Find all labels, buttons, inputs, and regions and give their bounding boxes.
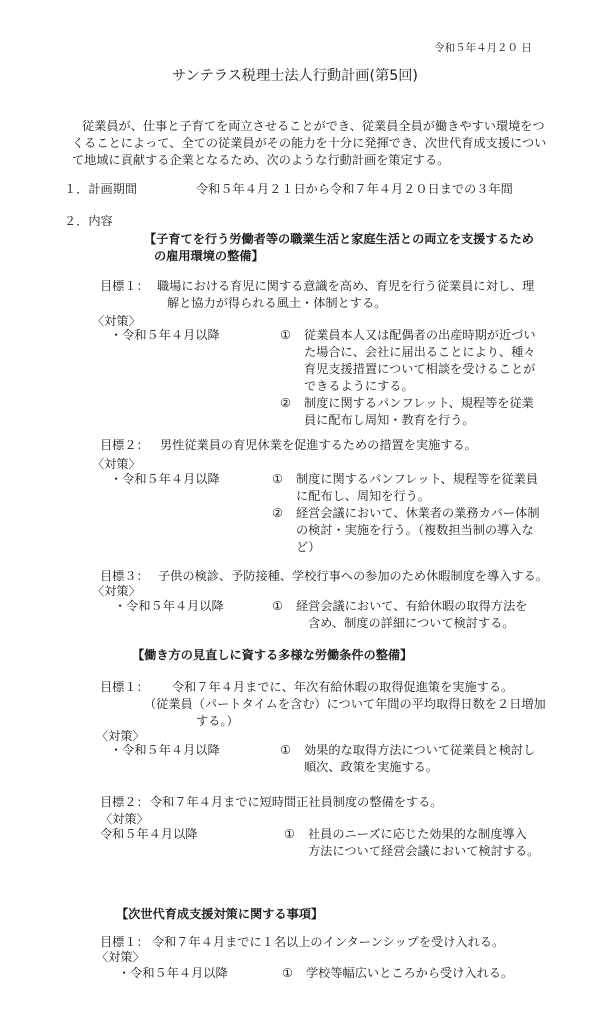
- measure-timing: ・令和５年４月以降: [110, 743, 220, 757]
- measure-label: 〈対策〉: [92, 457, 141, 471]
- item-text: 社員のニーズに応じた効果的な制度導入 方法について経営会議において検討する。: [308, 827, 540, 858]
- measure-label: 〈対策〉: [96, 950, 145, 964]
- item-number: ②: [272, 506, 283, 520]
- intro-paragraph: [72, 118, 546, 169]
- section-heading: 【子育てを行う労働者等の職業生活と家庭生活との両立を支援するため の雇用環境の整備】: [144, 232, 534, 263]
- goal-text: 令和７年４月までに１名以上のインターンシップを受け入れる。: [152, 935, 505, 949]
- section-heading: 【働き方の見直しに資する多様な労働条件の整備】: [132, 648, 413, 662]
- intro-line: 従業員が、仕事と子育てを両立させることができ、従業員全員が働きやすい環境をつ: [82, 119, 545, 133]
- section-heading: 【次世代育成支援対策に関する事項】: [116, 907, 324, 921]
- measure-timing: ・令和５年４月以降: [110, 472, 220, 486]
- item-text: 経営会議において、休業者の業務カバー体制 の検討・実施を行う。（複数担当制の導入な ど）: [296, 506, 540, 554]
- document-title: サンテラス税理士法人行動計画(第5回): [172, 68, 418, 84]
- goal-label: 目標２：: [100, 795, 149, 809]
- item-text: 制度に関するパンフレット、規程等を従業 員に配布し周知・教育を行う。: [304, 396, 534, 427]
- item-number: ②: [280, 396, 291, 410]
- intro-line: くることによって、全ての従業員がその能力を十分に発揮でき、次世代育成支援につい: [72, 136, 547, 150]
- measure-timing: ・令和５年４月以降: [118, 966, 228, 980]
- item-text: 制度に関するパンフレット、規程等を従業員 に配布し、周知を行う。: [296, 472, 539, 503]
- goal-label: 目標３：: [100, 569, 149, 583]
- item-number: ①: [272, 472, 283, 486]
- goal-text: 令和７年４月までに短時間正社員制度の整備をする。: [150, 795, 443, 809]
- item-number: ①: [280, 328, 291, 342]
- goal-label: 目標２：: [100, 438, 149, 452]
- item-number: ①: [284, 827, 295, 841]
- measure-label: 〈対策〉: [92, 314, 141, 328]
- item-text: 経営会議において、有給休暇の取得方法を 含め、制度の詳細について検討する。: [296, 599, 528, 630]
- item-number: ①: [280, 743, 291, 757]
- document-date: 令和５年４月２０ 日: [434, 42, 532, 54]
- goal-text: 職場における育児に関する意識を高め、育児を行う従業員に対し、理 解と協力が得られる風土・体制とする。: [157, 279, 535, 310]
- item-number: ①: [282, 966, 293, 980]
- content-label: ２．内容: [64, 214, 113, 228]
- goal-text: 男性従業員の育児休業を促進するための措置を実施する。: [160, 438, 477, 452]
- item-number: ①: [272, 599, 283, 613]
- measure-label: 〈対策〉: [92, 584, 141, 598]
- measure-label: 〈対策〉: [96, 729, 145, 743]
- period-value: 令和５年４月２１日から令和７年４月２０日までの３年間: [196, 182, 513, 196]
- goal-text: 子供の検診、予防接種、学校行事への参加のため休暇制度を導入する。: [158, 569, 548, 583]
- item-text: 効果的な取得方法について従業員と検討し 順次、政策を実施する。: [304, 743, 536, 774]
- measure-timing: 令和５年４月以降: [100, 827, 198, 841]
- item-text: 学校等幅広いところから受け入れる。: [306, 966, 514, 980]
- intro-line: て地域に貢献する企業となるため、次のような行動計画を策定する。: [72, 153, 450, 167]
- goal-label: 目標１：: [100, 680, 149, 694]
- goal-label: 目標１：: [100, 935, 149, 949]
- item-text: 従業員本人又は配偶者の出産時期が近づい た場合に、会社に届出ることにより、種々 育児支援措置について相談を受けることが できるようにする。: [304, 328, 536, 393]
- goal-label: 目標１：: [100, 279, 149, 293]
- measure-timing: ・令和５年４月以降: [110, 328, 220, 342]
- measure-timing: ・令和５年４月以降: [114, 599, 224, 613]
- measure-label: 〈対策〉: [100, 812, 149, 826]
- period-label: １．計画期間: [64, 182, 138, 196]
- goal-text: 令和７年４月までに、年次有給休暇の取得促進策を実施する。 （従業員（パートタイムを含む）について年間の平均取得日数を２日増加 する。）: [144, 680, 546, 728]
